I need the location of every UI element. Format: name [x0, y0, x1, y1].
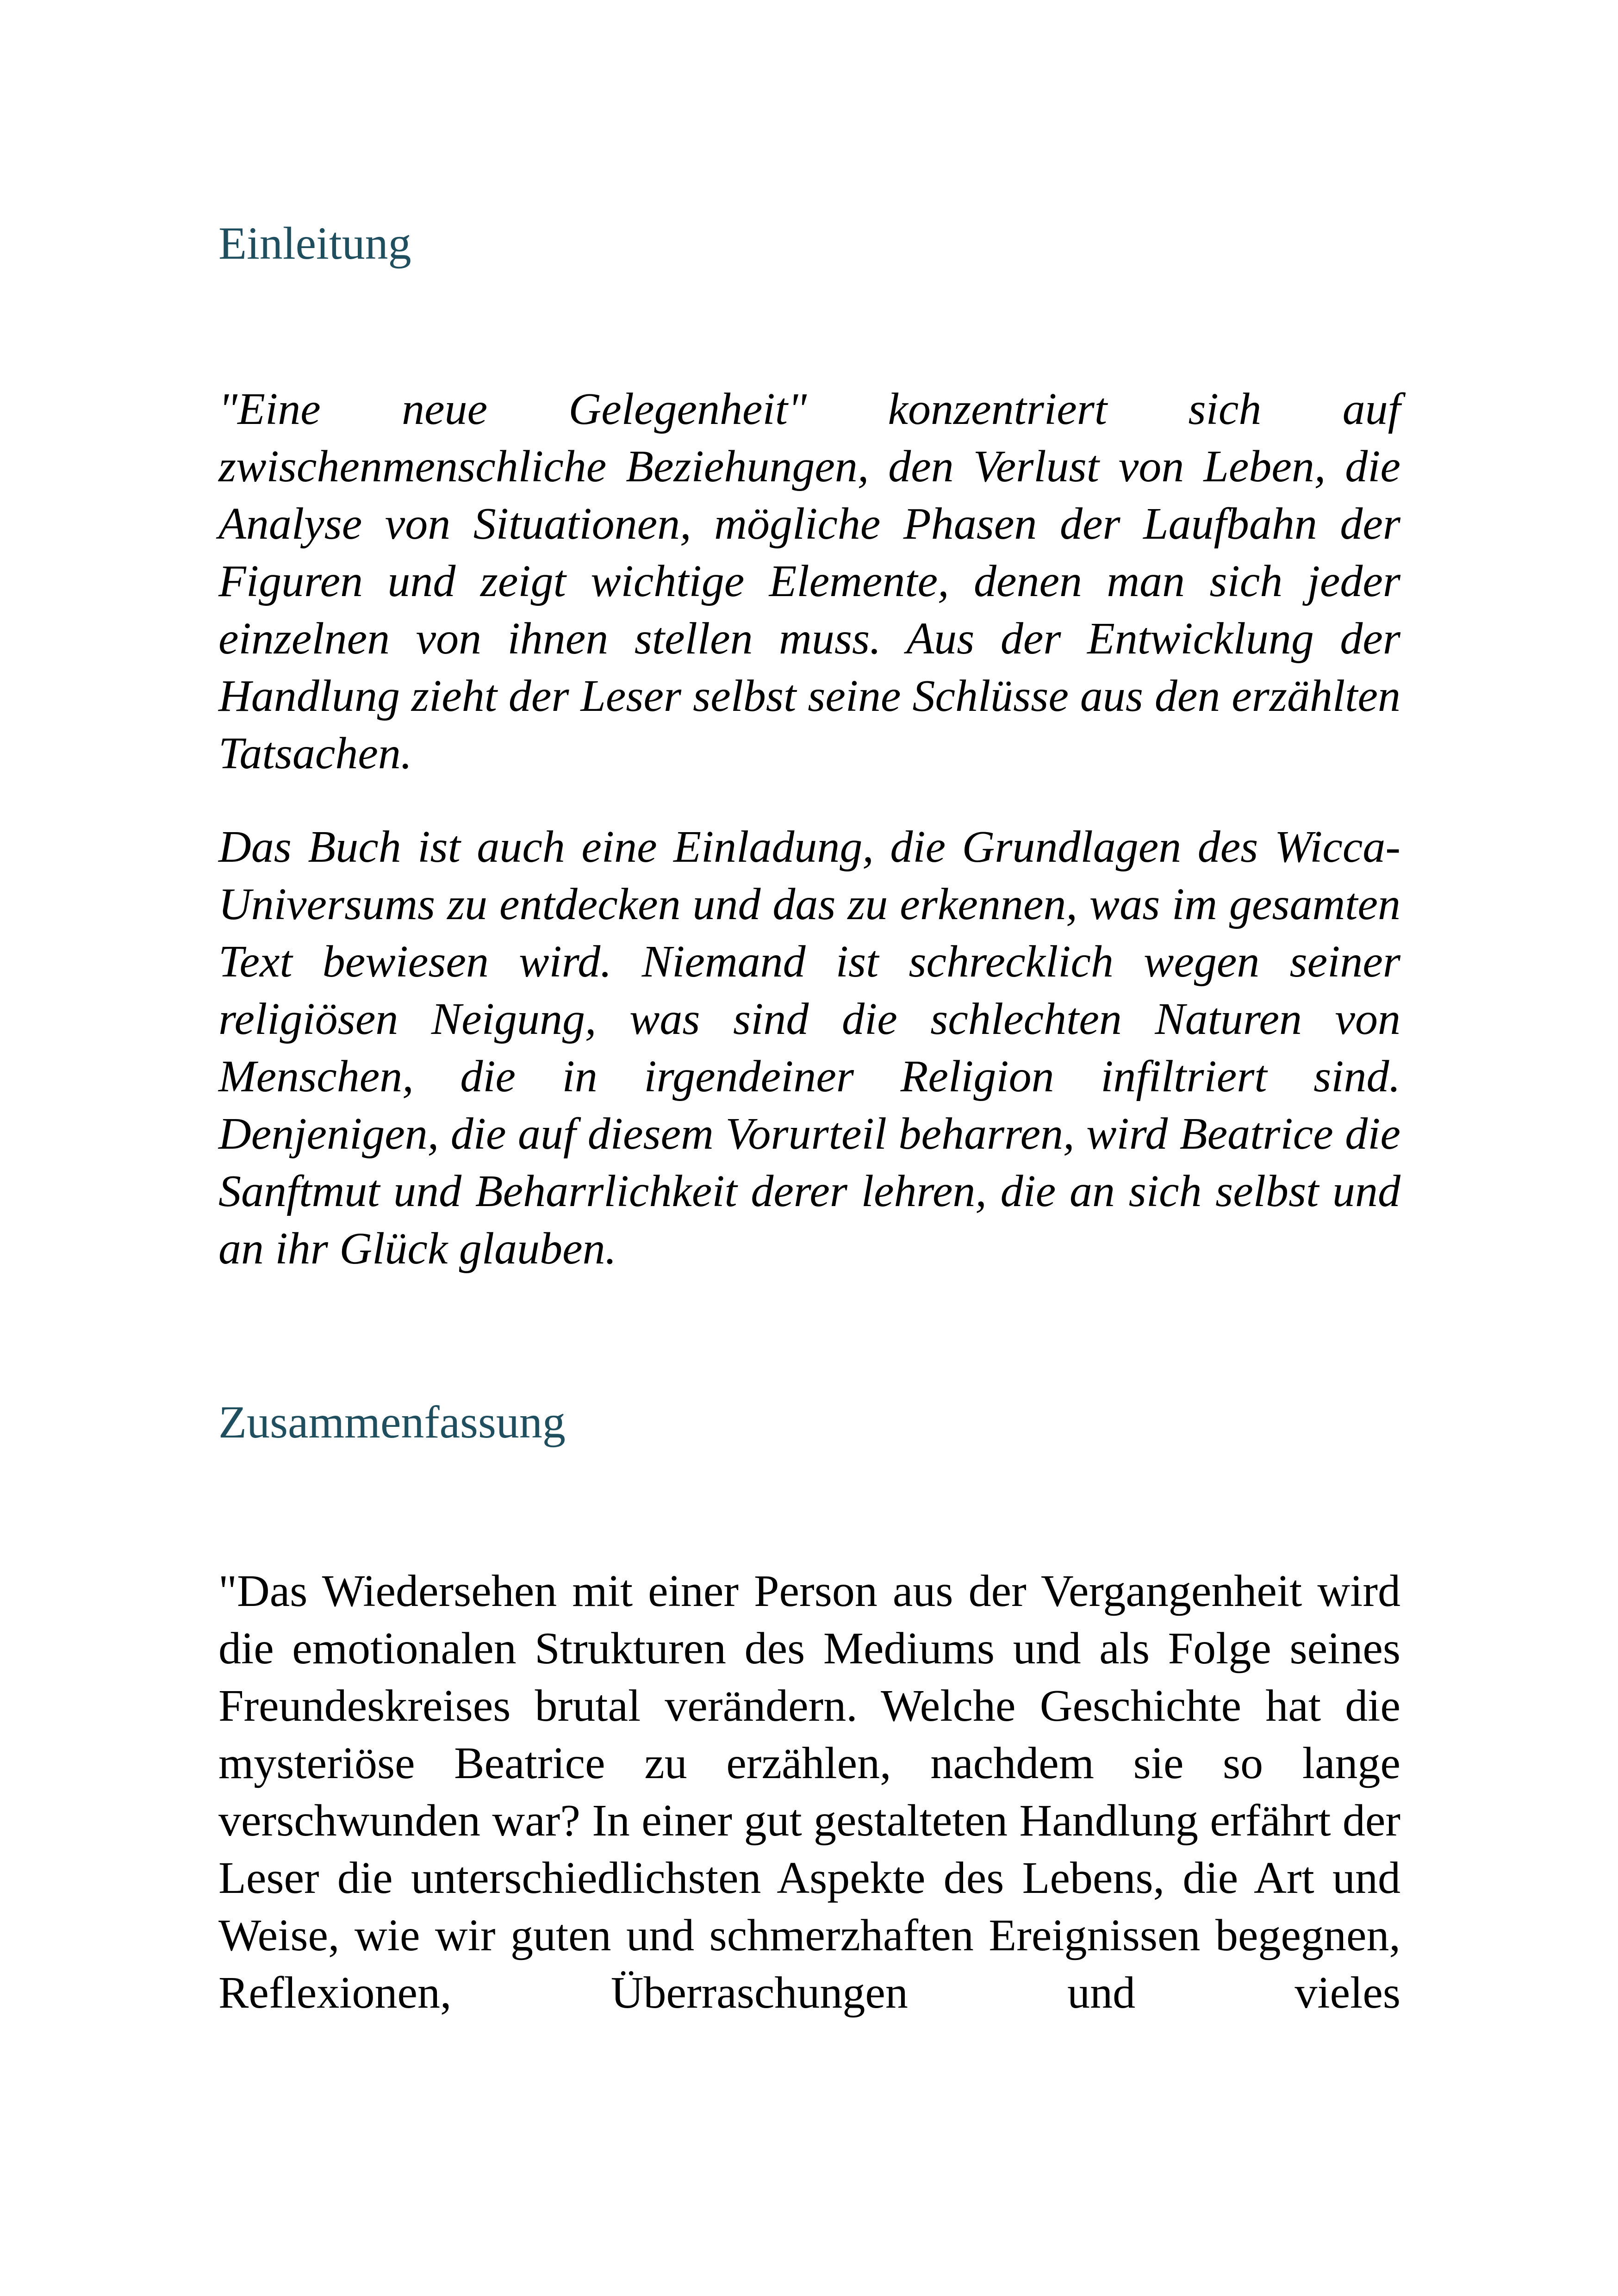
intro-paragraph-2: Das Buch ist auch eine Einladung, die Grundlagen des Wicca-Universums zu entdecken und das zu erkennen, was im gesamten Text bewiesen wird. Niemand ist schrecklich wegen seiner religiösen Neigung, was sind die schlechten Naturen von Menschen, die in irgendeiner Religion infiltriert sind. Denjenigen, die auf diesem Vorurteil beharren, wird Beatrice die Sanftmut und Beharrlichkeit derer lehren, die an sich selbst und an ihr Glück glauben.: [218, 822, 1400, 1274]
intro-paragraph-1: "Eine neue Gelegenheit" konzentriert sich auf zwischenmenschliche Beziehungen, den Verlust von Leben, die Analyse von Situationen, mögliche Phasen der Laufbahn der Figuren und zeigt wichtige Elemente, denen man sich jeder einzelnen von ihnen stellen muss. Aus der Entwicklung der Handlung zieht der Leser selbst seine Schlüsse aus den erzählten Tatsachen.: [218, 384, 1400, 778]
section-heading-einleitung: Einleitung: [218, 218, 411, 269]
summary-paragraph-1: "Das Wiedersehen mit einer Person aus der Vergangenheit wird die emotionalen Strukturen des Mediums und als Folge seines Freundeskreises brutal verändern. Welche Geschichte hat die mysteriöse Beatrice zu erzählen, nachdem sie so lange verschwunden war? In einer gut gestalteten Handlung erfährt der Leser die unterschiedlichsten Aspekte des Lebens, die Art und Weise, wie wir guten und schmerzhaften Ereignissen begegnen, Reflexionen, Überraschungen und vieles: [218, 1566, 1400, 2018]
section-heading-zusammenfassung: Zusammenfassung: [218, 1396, 566, 1448]
